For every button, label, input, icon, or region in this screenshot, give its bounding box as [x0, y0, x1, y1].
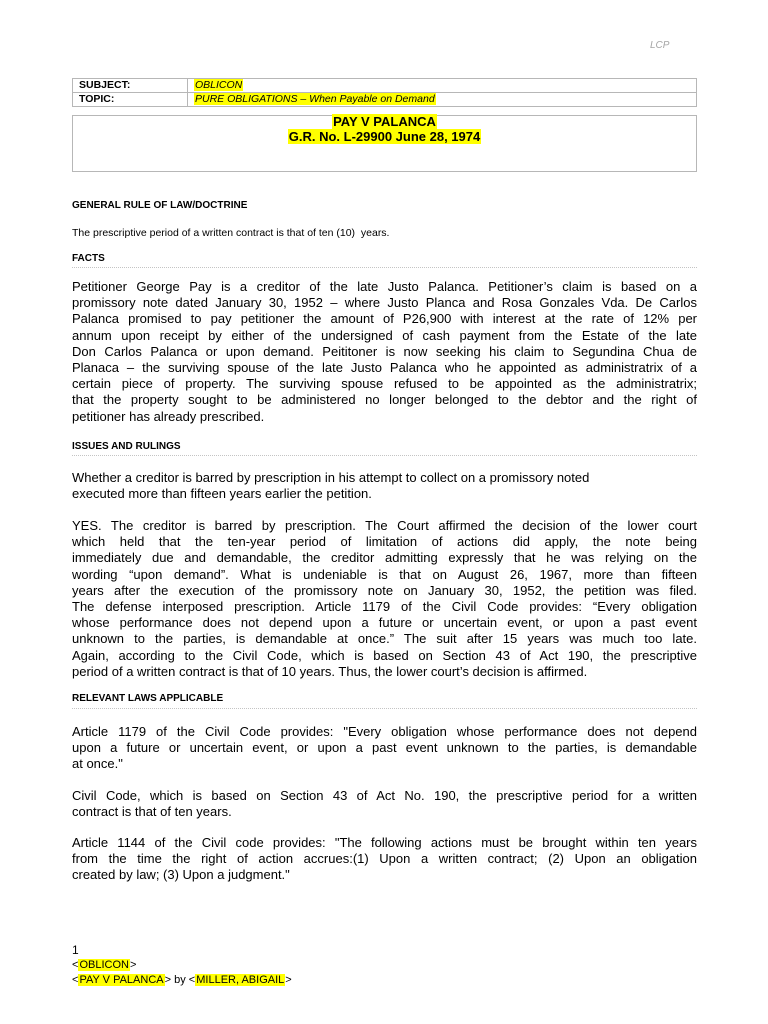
law-line: Article 1179 of the Civil Code provides: "Every obligation whose performance does not depend	[72, 724, 697, 739]
case-citation-row	[73, 129, 696, 144]
facts-line: Palanca promised to pay petitioner the amount of P26,900 with interest at the rate of 12% per	[72, 311, 697, 327]
issue-paragraph	[72, 470, 697, 502]
ruling-line: YES. The creditor is barred by prescription. The Court affirmed the decision of the lower court	[72, 518, 697, 533]
facts-body	[72, 279, 697, 425]
ruling-line: which held that the ten-year period of limitation of actions did apply, the note being	[72, 534, 697, 550]
topic-value: PURE OBLIGATIONS – When Payable on Demand	[195, 93, 435, 105]
ruling-line: years after the execution of the promissory note on January 30, 1952, the petition was filed.	[72, 582, 697, 598]
law-paragraph-article-1179	[72, 724, 697, 773]
meta-table	[72, 78, 697, 107]
bracket-open: <	[188, 974, 196, 986]
bracket-open: <	[72, 974, 79, 986]
facts-line: promissory note dated January 30, 1952 – where Justo Planca and Rosa Gonzales Vda. De Carlos	[72, 295, 697, 311]
law-line: contract is that of ten years.	[72, 804, 232, 820]
law-paragraph-civil-code	[72, 788, 697, 820]
laws-heading: RELEVANT LAWS APPLICABLE	[72, 693, 697, 709]
facts-heading: FACTS	[72, 253, 697, 268]
bracket-close: >	[285, 974, 292, 986]
topic-label: TOPIC:	[73, 93, 188, 107]
facts-line: Planaca – the surviving spouse of the late Justo Palanca who he appointed as administratrix of a	[72, 360, 697, 376]
facts-line: petitioner has already prescribed.	[72, 408, 265, 424]
ruling-line: wording “upon demand”. What is undeniable is that on August 26, 1967, more than fifteen	[72, 566, 697, 582]
law-line: upon a future or uncertain event, or upon a past event unknown to the parties, is demandable	[72, 740, 697, 756]
case-title-row	[73, 114, 696, 129]
footer-case: PAY V PALANCA	[79, 974, 164, 986]
subject-value: OBLICON	[195, 79, 243, 91]
law-paragraph-article-1144	[72, 835, 697, 884]
subject-row	[73, 79, 697, 93]
facts-line: that the property sought to be administered no longer belonged to the debtor and the right of	[72, 392, 697, 408]
bracket-close: >	[164, 974, 172, 986]
footer-subject-line	[72, 958, 136, 972]
issue-line: Whether a creditor is barred by prescription in his attempt to collect on a promissory noted	[72, 470, 590, 485]
footer-author: MILLER, ABIGAIL	[196, 974, 285, 986]
footer-subject: OBLICON	[79, 959, 129, 971]
ruling-line: The defense interposed prescription. Article 1179 of the Civil Code provides: “Every obligation	[72, 599, 697, 615]
subject-label: SUBJECT:	[73, 79, 188, 93]
ruling-line: period of a written contract is that of 10 years. Thus, the lower court’s decision is affirmed.	[72, 663, 588, 679]
topic-value-cell	[188, 93, 697, 107]
doctrine-text: The prescriptive period of a written contract is that of ten (10) years.	[72, 227, 390, 239]
issue-line: executed more than fifteen years earlier the petition.	[72, 486, 372, 502]
law-line: at once."	[72, 756, 123, 772]
ruling-paragraph	[72, 518, 697, 680]
facts-line: annum upon receipt by either of the undersigned of cash payment from the Estate of the late	[72, 327, 697, 343]
case-title: PAY V PALANCA	[333, 114, 436, 129]
facts-line: Petitioner George Pay is a creditor of the late Justo Palanca. Petitioner’s claim is based on a	[72, 279, 697, 294]
header-initials: LCP	[650, 40, 670, 51]
ruling-line: immediately due and demandable, the creditor admitting expressly that he was relying on the	[72, 550, 697, 566]
ruling-line: Again, according to the Civil Code, which is based on Section 43 of Act 190, the prescriptive	[72, 647, 697, 663]
case-title-box	[72, 115, 697, 172]
law-line: Article 1144 of the Civil code provides: "The following actions must be brought within ten years	[72, 835, 697, 850]
law-line: Civil Code, which is based on Section 43 of Act No. 190, the prescriptive period for a written	[72, 788, 697, 803]
law-line: created by law; (3) Upon a judgment."	[72, 867, 290, 883]
topic-row	[73, 93, 697, 107]
bracket-close: >	[129, 959, 137, 971]
footer-case-line	[72, 973, 292, 987]
subject-value-cell	[188, 79, 697, 93]
bracket-open: <	[72, 959, 79, 971]
page-number: 1	[72, 943, 79, 957]
case-citation: G.R. No. L-29900 June 28, 1974	[288, 129, 481, 144]
doctrine-heading: GENERAL RULE OF LAW/DOCTRINE	[72, 200, 248, 211]
ruling-line: whose performance does not depend upon a future or uncertain event, or upon a past event	[72, 615, 697, 631]
facts-line: Don Carlos Palanca or upon demand. Peititoner is now seeking his claim to Segundina Chua de	[72, 343, 697, 359]
issues-heading: ISSUES AND RULINGS	[72, 441, 697, 456]
ruling-line: unknown to the parties, is demandable at once.” The suit after 15 years was much too late.	[72, 631, 697, 647]
facts-line: certain piece of property. The surviving spouse refused to be appointed as the administratrix;	[72, 376, 697, 392]
footer-by: by	[174, 974, 186, 986]
law-line: from the time the right of action accrues:(1) Upon a written contract; (2) Upon an obligation	[72, 851, 697, 867]
